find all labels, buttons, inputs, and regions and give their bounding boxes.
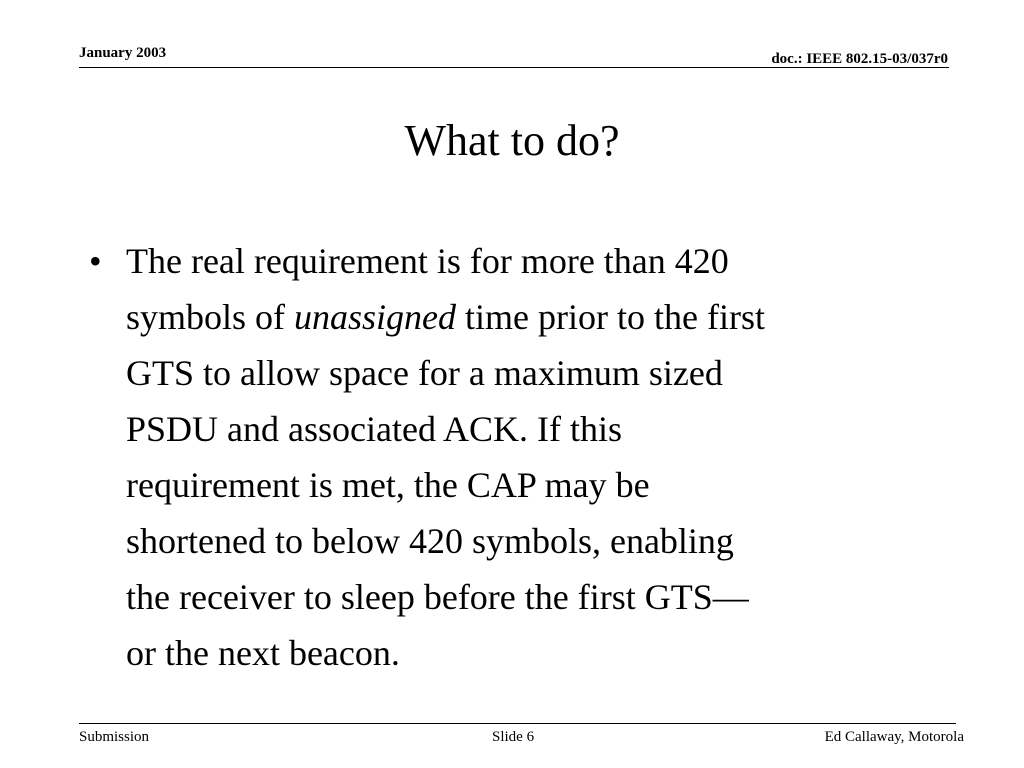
- emphasis-unassigned: unassigned: [294, 297, 457, 337]
- body-line-6: shortened to below 420 symbols, enabling: [126, 521, 734, 561]
- body-line-4: PSDU and associated ACK. If this: [126, 409, 622, 449]
- body-line-1: The real requirement is for more than 420: [126, 241, 729, 281]
- body-line-8: or the next beacon.: [126, 633, 400, 673]
- body-line-7: the receiver to sleep before the first GTS—: [126, 577, 749, 617]
- footer-slide-number: Slide 6: [492, 729, 535, 745]
- body-line-2: [126, 289, 966, 345]
- footer-submission: Submission: [79, 729, 150, 745]
- header-divider: [79, 67, 949, 68]
- body-line-2-pre: symbols of: [126, 297, 295, 337]
- header-date: January 2003: [79, 45, 167, 61]
- footer-author: Ed Callaway, Motorola: [824, 729, 964, 745]
- bullet-text: [126, 233, 966, 681]
- footer-divider: [79, 723, 956, 724]
- body-line-2-post: time prior to the first: [456, 297, 765, 337]
- slide-title: What to do?: [404, 116, 620, 165]
- body-line-5: requirement is met, the CAP may be: [126, 465, 650, 505]
- body-line-3: GTS to allow space for a maximum sized: [126, 353, 723, 393]
- header-doc-id: doc.: IEEE 802.15-03/037r0: [771, 51, 948, 67]
- bullet-marker: •: [89, 241, 102, 281]
